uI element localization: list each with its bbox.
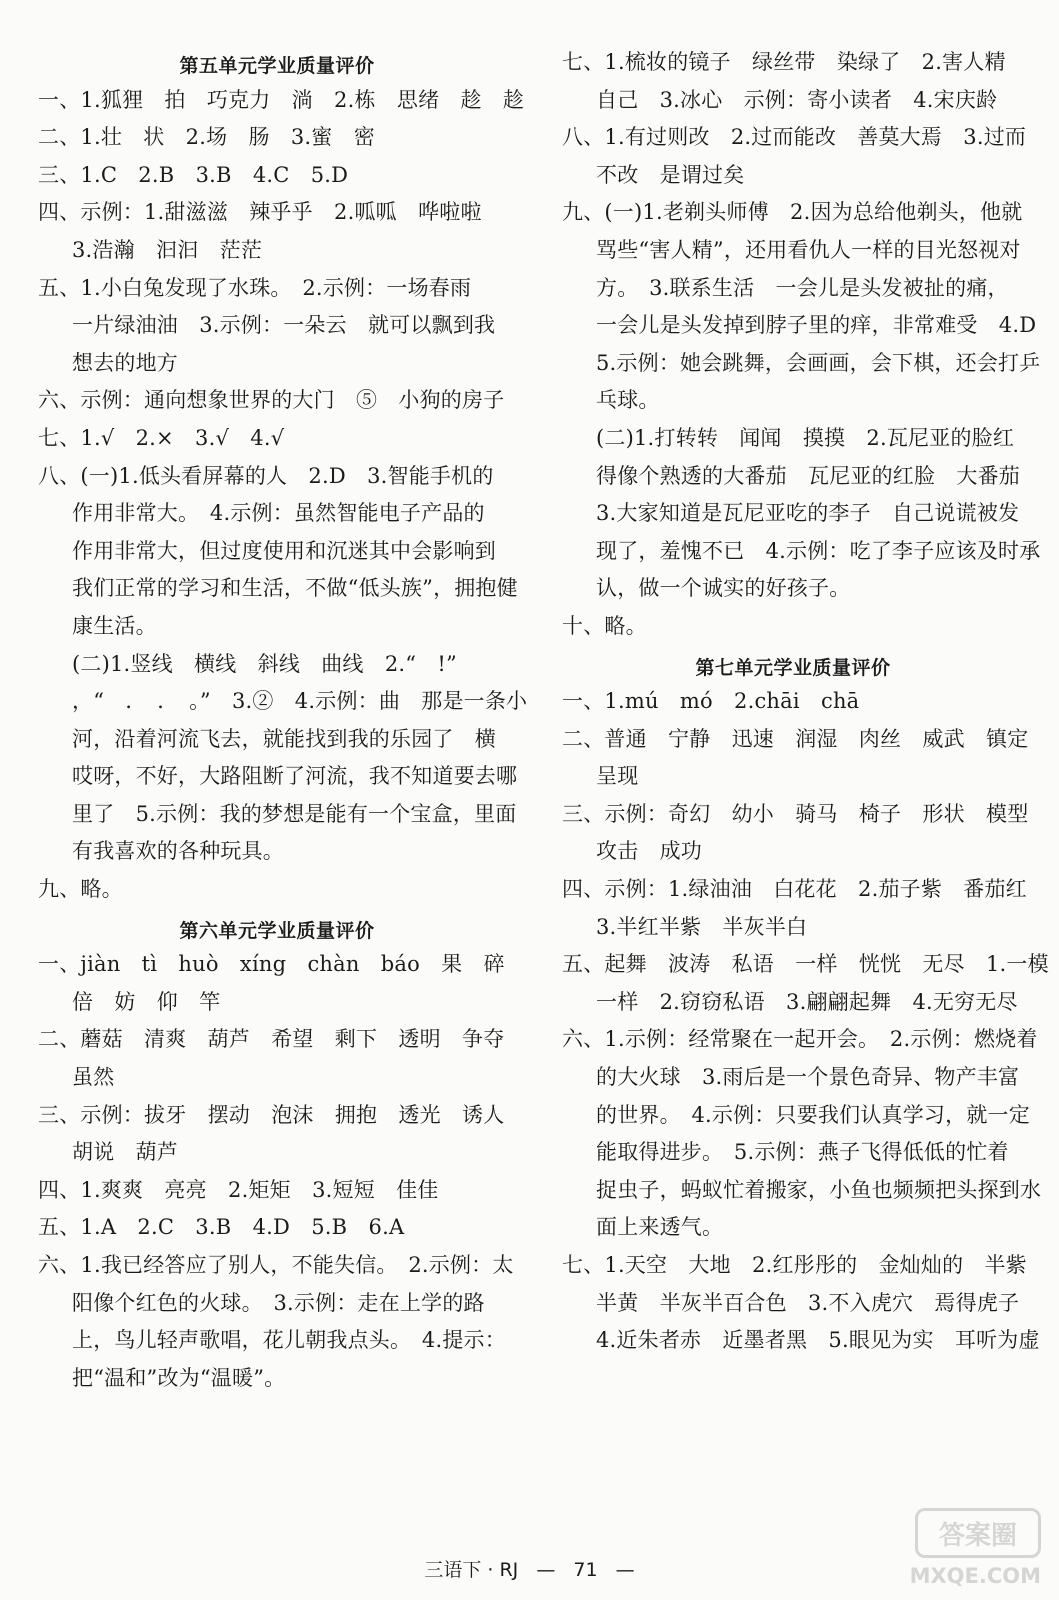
answer-line: 九、(一)1.老剃头师傅 2.因为总给他剃头，他就 bbox=[562, 200, 1023, 225]
answer-line: 八、(一)1.低头看屏幕的人 2.D 3.智能手机的 bbox=[38, 463, 494, 488]
answer-line-continued: 一样 2.窃窃私语 3.翩翩起舞 4.无穷无尽 bbox=[596, 989, 1018, 1014]
answer-line: 一、1.狐狸 拍 巧克力 淌 2.栋 思绪 趁 趁 bbox=[38, 87, 525, 112]
answer-line-continued: 有我喜欢的各种玩具。 bbox=[72, 839, 284, 864]
answer-line-continued: 认，做一个诚实的好孩子。 bbox=[596, 576, 851, 601]
answer-line-continued: 3.半红半紫 半灰半白 bbox=[596, 914, 808, 939]
answer-line: 四、1.爽爽 亮亮 2.矩矩 3.短短 佳佳 bbox=[38, 1177, 439, 1202]
answer-line-continued: ，“ ． ． 。” 3.② 4.示例：曲 那是一条小 bbox=[72, 689, 528, 714]
answer-line-continued: 康生活。 bbox=[72, 613, 157, 638]
answer-line: 二、普通 宁静 迅速 润湿 肉丝 威武 镇定 bbox=[562, 726, 1029, 751]
answer-line: 二、蘑菇 清爽 葫芦 希望 剩下 透明 争夺 bbox=[38, 1027, 505, 1052]
answer-line-continued: 把“温和”改为“温暖”。 bbox=[72, 1365, 286, 1390]
answer-line-continued: 面上来透气。 bbox=[596, 1215, 724, 1240]
answer-line-continued: 虽然 bbox=[72, 1065, 115, 1090]
page-number: 71 bbox=[573, 1559, 598, 1581]
answer-line-continued: 我们正常的学习和生活，不做“低头族”，拥抱健 bbox=[72, 576, 518, 601]
answer-line: 三、示例：拔牙 摆动 泡沫 拥抱 透光 诱人 bbox=[38, 1102, 505, 1127]
answer-line: 七、1.梳妆的镜子 绿丝带 染绿了 2.害人精 bbox=[562, 50, 1006, 74]
answer-line-continued: 骂些“害人精”，还用看仇人一样的目光怒视对 bbox=[596, 237, 1021, 262]
answer-line: 六、示例：通向想象世界的大门 ⑤ 小狗的房子 bbox=[38, 388, 505, 413]
answer-line: 七、1.√ 2.× 3.√ 4.√ bbox=[38, 425, 285, 450]
answer-line-continued: 的世界。 4.示例：只要我们认真学习，就一定 bbox=[596, 1102, 1030, 1127]
answer-line: 十、略。 bbox=[562, 613, 647, 638]
section-heading: 第五单元学业质量评价 bbox=[179, 55, 375, 77]
answer-line-continued: 一片绿油油 3.示例：一朵云 就可以飘到我 bbox=[72, 313, 496, 338]
answer-line-continued: 一会儿是头发掉到脖子里的痒，非常难受 4.D bbox=[596, 313, 1037, 338]
answer-line: 五、起舞 波涛 私语 一样 恍恍 无尽 1.一模 bbox=[562, 952, 1049, 977]
answer-line-continued: 能取得进步。 5.示例：燕子飞得低低的忙着 bbox=[596, 1140, 1009, 1165]
answer-line-continued: 上，鸟儿轻声歌唱，花儿朝我点头。 4.提示： bbox=[72, 1328, 506, 1353]
answer-line-continued: 哎呀，不好，大路阻断了河流，我不知道要去哪 bbox=[72, 764, 518, 789]
answer-line-continued: 的大火球 3.雨后是一个景色奇异、物产丰富 bbox=[596, 1065, 1020, 1090]
answer-line-continued: 捉虫子，蚂蚁忙着搬家，小鱼也频频把头探到水 bbox=[596, 1177, 1042, 1202]
answer-line-continued: 3.大家知道是瓦尼亚吃的李子 自己说谎被发 bbox=[596, 501, 1020, 526]
answer-line: 一、1.mú mó 2.chāi chā bbox=[562, 689, 860, 714]
answer-line-continued: 攻击 成功 bbox=[596, 839, 702, 864]
answer-line: 六、1.我已经答应了别人，不能失信。 2.示例：太 bbox=[38, 1253, 514, 1277]
answer-line-continued: 方。 3.联系生活 一会儿是头发被扯的痛， bbox=[596, 275, 1009, 300]
answer-line-continued: 自己 3.冰心 示例：寄小读者 4.宋庆龄 bbox=[596, 87, 998, 112]
answer-line-continued: 河，沿着河流飞去，就能找到我的乐园了 横 bbox=[72, 726, 496, 751]
answer-line-continued: 4.近朱者赤 近墨者黑 5.眼见为实 耳听为虚 bbox=[596, 1328, 1040, 1353]
book-label: 三语下 · RJ bbox=[424, 1559, 519, 1581]
answer-line-continued: 5.示例：她会跳舞，会画画，会下棋，还会打乒 bbox=[596, 350, 1041, 375]
answer-line: 五、1.小白兔发现了水珠。 2.示例：一场春雨 bbox=[38, 275, 472, 300]
footer-dash: — bbox=[615, 1559, 635, 1581]
answer-line-continued: 呈现 bbox=[596, 764, 639, 789]
answer-line-continued: 3.浩瀚 汩汩 茫茫 bbox=[72, 237, 263, 262]
answer-line-continued: 胡说 葫芦 bbox=[72, 1140, 178, 1165]
answer-line: 一、jiàn tì huò xíng chàn báo 果 碎 bbox=[38, 952, 505, 977]
answer-line-continued: 作用非常大。 4.示例：虽然智能电子产品的 bbox=[72, 501, 485, 526]
answer-line-continued: 作用非常大，但过度使用和沉迷其中会影响到 bbox=[72, 538, 496, 563]
watermark-logo: 答案圈 bbox=[915, 1508, 1041, 1558]
answer-line: 四、示例：1.绿油油 白花花 2.茄子紫 番茄红 bbox=[562, 877, 1027, 902]
answer-line: 九、略。 bbox=[38, 877, 123, 902]
section-heading: 第六单元学业质量评价 bbox=[179, 919, 375, 942]
answer-line: 五、1.A 2.C 3.B 4.D 5.B 6.A bbox=[38, 1215, 405, 1240]
answer-line-continued: 不改 是谓过矣 bbox=[596, 162, 745, 187]
page-footer bbox=[0, 1555, 1059, 1582]
answer-line: 三、示例：奇幻 幼小 骑马 椅子 形状 模型 bbox=[562, 801, 1029, 826]
answer-line-continued: (二)1.竖线 横线 斜线 曲线 2.“ !” bbox=[72, 651, 457, 676]
left-column bbox=[38, 44, 528, 1397]
answer-line: 四、示例：1.甜滋滋 辣乎乎 2.呱呱 哗啦啦 bbox=[38, 200, 482, 225]
answer-line-continued: 现了，羞愧不已 4.示例：吃了李子应该及时承 bbox=[596, 538, 1041, 563]
answer-line-continued: 乓球。 bbox=[596, 388, 660, 413]
section-heading: 第七单元学业质量评价 bbox=[695, 656, 891, 679]
answer-line: 二、1.壮 状 2.场 肠 3.蜜 密 bbox=[38, 125, 375, 150]
answer-line: 六、1.示例：经常聚在一起开会。 2.示例：燃烧着 bbox=[562, 1027, 1038, 1052]
answer-line: 八、1.有过则改 2.过而能改 善莫大焉 3.过而 bbox=[562, 125, 1027, 150]
answer-line-continued: 倍 妨 仰 竿 bbox=[72, 989, 221, 1014]
answer-line-continued: 半黄 半灰半百合色 3.不入虎穴 焉得虎子 bbox=[596, 1290, 1020, 1315]
answer-line-continued: 得像个熟透的大番茄 瓦尼亚的红脸 大番茄 bbox=[596, 463, 1020, 488]
answer-line-continued: 想去的地方 bbox=[72, 350, 178, 375]
right-column bbox=[562, 44, 1049, 1360]
answer-line-continued: 里了 5.示例：我的梦想是能有一个宝盒，里面 bbox=[72, 801, 517, 826]
answer-line-continued: (二)1.打转转 闻闻 摸摸 2.瓦尼亚的脸红 bbox=[596, 425, 1015, 450]
footer-dash: — bbox=[536, 1559, 556, 1581]
answer-line: 三、1.C 2.B 3.B 4.C 5.D bbox=[38, 162, 349, 187]
answer-line: 七、1.天空 大地 2.红彤彤的 金灿灿的 半紫 bbox=[562, 1253, 1027, 1277]
watermark-site: MXQE.COM bbox=[909, 1564, 1041, 1588]
answer-line-continued: 阳像个红色的火球。 3.示例：走在上学的路 bbox=[72, 1290, 485, 1315]
watermark bbox=[907, 1508, 1041, 1588]
